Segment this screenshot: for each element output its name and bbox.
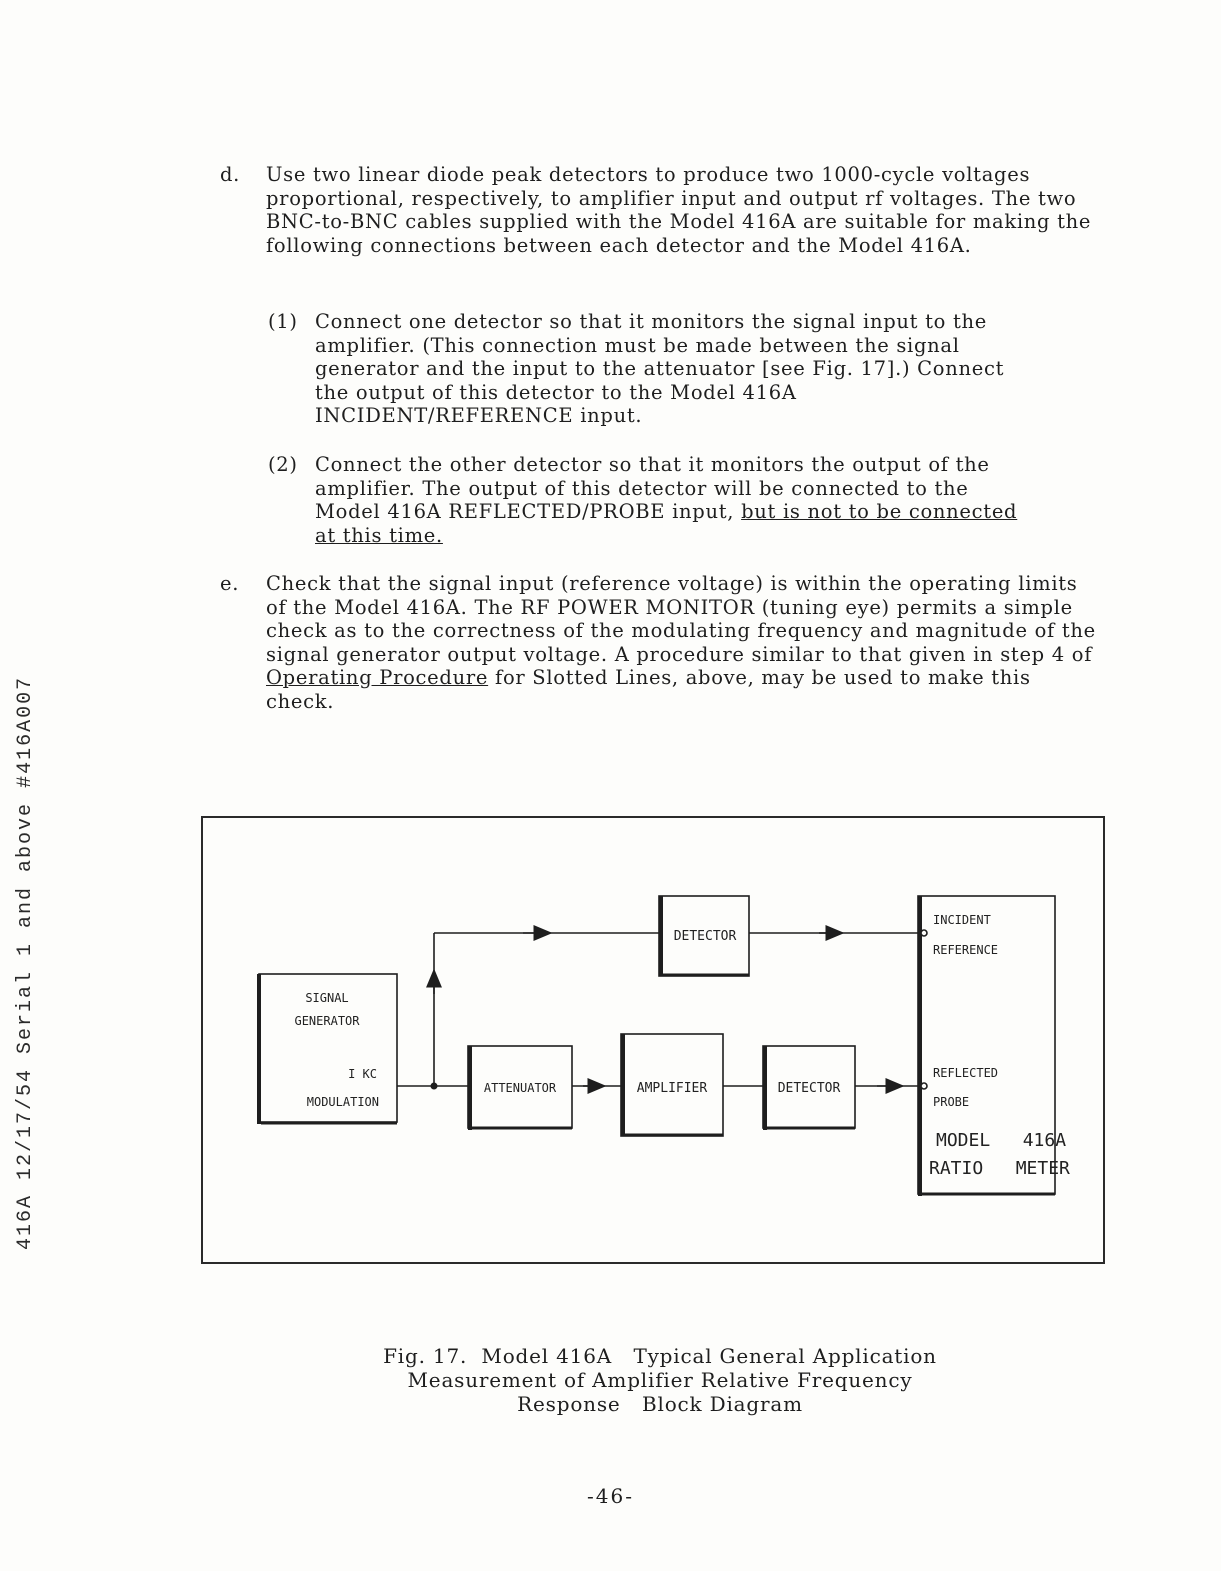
caption-line-2: Measurement of Amplifier Relative Frequency (407, 1368, 913, 1392)
amplifier-label: AMPLIFIER (636, 1081, 708, 1096)
step-2 (268, 453, 1028, 547)
meter-model-label: MODEL 416A (936, 1130, 1067, 1151)
signal-generator-label-1: SIGNAL (305, 991, 349, 1005)
signal-generator-label-3: I KC (348, 1067, 377, 1081)
signal-generator-label-2: GENERATOR (294, 1014, 360, 1028)
signal-generator-label-4: MODULATION (306, 1095, 379, 1109)
detector-top-label: DETECTOR (673, 929, 737, 944)
paragraph-d-text: Use two linear diode peak detectors to produce two 1000-cycle voltages proportional, respectively, to amplifier input and output rf voltages. The two BNC-to-BNC cables supplied with the Model 416A are suitable for making the following connections between each detector and the Model 416A. (266, 163, 1092, 257)
block-diagram-svg (203, 818, 1107, 1266)
page-number: -46- (587, 1484, 634, 1508)
paragraph-e-tail: for Slotted Lines, above, may be used to make this check. (266, 666, 1031, 713)
step-1 (268, 310, 1028, 428)
paragraph-e-body: Check that the signal input (reference voltage) is within the operating limits of the Model 416A. The RF POWER MONITOR (tuning eye) permits a simple check as to the correctness of the modulating frequency and magnitude of the signal generator output voltage. A procedure similar to that given in step 4 of (266, 572, 1096, 666)
attenuator-label: ATTENUATOR (483, 1081, 557, 1095)
side-margin-label: 416A 12/17/54 Serial 1 and above #416A007 (14, 675, 37, 1250)
step-1-text: Connect one detector so that it monitors the signal input to the amplifier. (This connection must be made between the signal generator and the input to the attenuator [see Fig. 17].) Connect the output of this detector to the Model 416A INCIDENT/REFERENCE input. (315, 310, 1005, 428)
paragraph-d-label: d. (220, 163, 241, 186)
meter-incident-label: INCIDENT (933, 913, 991, 927)
meter-probe-label: PROBE (933, 1095, 970, 1109)
operating-procedure-reference: Operating Procedure (266, 666, 489, 690)
meter-reflected-label: REFLECTED (933, 1066, 999, 1080)
step-2-label: (2) (268, 453, 298, 476)
step-2-underlined: but is not to be connected at this time. (315, 500, 1018, 547)
meter-ratio-label: RATIO METER (929, 1158, 1070, 1179)
paragraph-e (220, 572, 1100, 714)
step-2-text (315, 453, 1028, 547)
step-1-label: (1) (268, 310, 298, 333)
paragraph-d (220, 163, 1100, 257)
caption-line-1: Fig. 17. Model 416A Typical General Application (383, 1344, 937, 1368)
detector-bottom-label: DETECTOR (777, 1081, 841, 1096)
paragraph-e-label: e. (220, 572, 240, 595)
figure-caption (300, 1344, 1020, 1416)
paragraph-e-text (266, 572, 1100, 714)
step-2-body: Connect the other detector so that it monitors the output of the amplifier. The output of this detector will be connected to the Model 416A REFLECTED/PROBE input, (315, 453, 990, 524)
caption-line-3: Response Block Diagram (517, 1392, 803, 1416)
block-diagram (201, 816, 1105, 1264)
meter-reference-label: REFERENCE (933, 943, 999, 957)
